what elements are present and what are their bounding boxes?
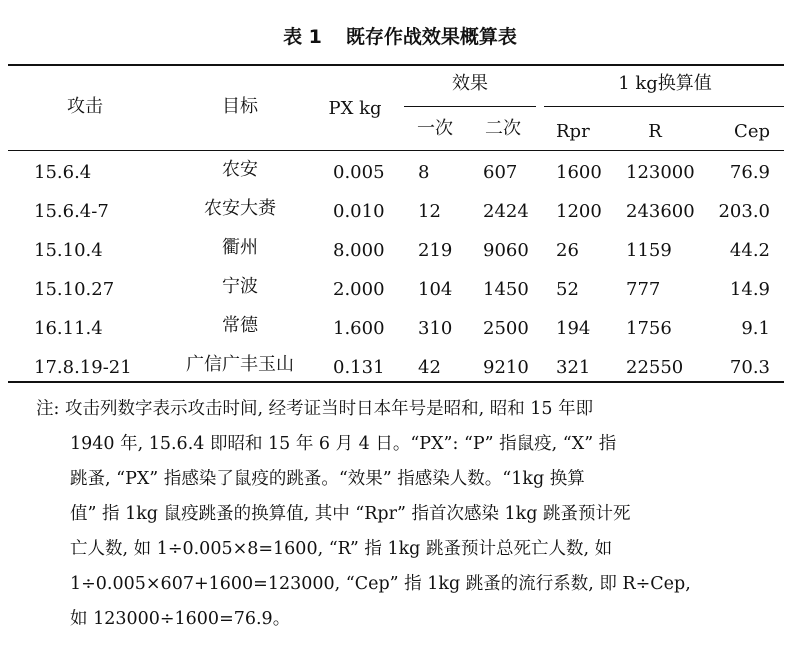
cell-effect-first: 219 bbox=[418, 240, 453, 261]
cell-cep: 44.2 bbox=[729, 240, 770, 261]
cell-target: 宁波 bbox=[222, 276, 258, 297]
table-title bbox=[0, 22, 800, 49]
cell-target: 广信广丰玉山 bbox=[186, 354, 294, 375]
cell-rpr: 1600 bbox=[556, 162, 602, 183]
cell-rpr: 52 bbox=[556, 279, 579, 300]
cell-effect-second: 607 bbox=[483, 162, 518, 183]
cell-effect-second: 9060 bbox=[483, 240, 529, 261]
cell-rpr: 1200 bbox=[556, 201, 602, 222]
effect-subrule bbox=[404, 106, 536, 107]
cell-target: 常德 bbox=[222, 315, 258, 336]
cell-px: 0.005 bbox=[333, 162, 385, 183]
cell-attack: 15.10.4 bbox=[34, 240, 103, 261]
cell-px: 1.600 bbox=[333, 318, 385, 339]
cell-r: 777 bbox=[626, 279, 661, 300]
cell-effect-second: 1450 bbox=[483, 279, 529, 300]
cell-attack: 15.6.4-7 bbox=[34, 201, 109, 222]
table-title-text: 既存作战效果概算表 bbox=[345, 26, 517, 48]
cell-cep: 203.0 bbox=[718, 201, 770, 222]
conversion-subrule bbox=[544, 106, 784, 107]
cell-r: 1159 bbox=[626, 240, 672, 261]
cell-attack: 16.11.4 bbox=[34, 318, 103, 339]
cell-target: 农安 bbox=[222, 159, 258, 180]
cell-target: 农安大赉 bbox=[204, 198, 276, 219]
cell-target: 衢州 bbox=[222, 237, 258, 258]
table-note bbox=[36, 392, 782, 637]
cell-rpr: 194 bbox=[556, 318, 591, 339]
cell-effect-second: 2500 bbox=[483, 318, 529, 339]
note-line: 注: 攻击列数字表示攻击时间, 经考证当时日本年号是昭和, 昭和 15 年即 bbox=[36, 399, 594, 419]
cell-effect-first: 42 bbox=[418, 357, 441, 378]
cell-px: 0.131 bbox=[333, 357, 385, 378]
header-conversion: 1 kg换算值 bbox=[618, 73, 712, 94]
note-line: 值” 指 1kg 鼠疫跳蚤的换算值, 其中 “Rpr” 指首次感染 1kg 跳蚤预计死 bbox=[70, 504, 631, 524]
header-effect: 效果 bbox=[452, 73, 488, 94]
cell-attack: 17.8.19-21 bbox=[34, 357, 132, 378]
header-r: R bbox=[648, 121, 662, 142]
header-effect-first: 一次 bbox=[417, 118, 453, 139]
header-target: 目标 bbox=[222, 96, 258, 117]
note-line: 1÷0.005×607+1600=123000, “Cep” 指 1kg 跳蚤的流行系数, 即 R÷Cep, bbox=[70, 574, 691, 594]
cell-cep: 14.9 bbox=[729, 279, 770, 300]
header-attack: 攻击 bbox=[67, 96, 103, 117]
cell-cep: 9.1 bbox=[741, 318, 770, 339]
header-rpr: Rpr bbox=[556, 121, 590, 142]
cell-effect-first: 310 bbox=[418, 318, 453, 339]
note-line: 亡人数, 如 1÷0.005×8=1600, “R” 指 1kg 跳蚤预计总死亡人数, 如 bbox=[70, 539, 613, 559]
cell-attack: 15.6.4 bbox=[34, 162, 92, 183]
cell-cep: 76.9 bbox=[729, 162, 770, 183]
cell-px: 8.000 bbox=[333, 240, 385, 261]
top-rule bbox=[8, 64, 784, 66]
header-cep: Cep bbox=[734, 121, 770, 142]
cell-px: 2.000 bbox=[333, 279, 385, 300]
cell-rpr: 321 bbox=[556, 357, 591, 378]
cell-r: 123000 bbox=[626, 162, 695, 183]
cell-effect-second: 9210 bbox=[483, 357, 529, 378]
cell-cep: 70.3 bbox=[729, 357, 770, 378]
cell-r: 22550 bbox=[626, 357, 684, 378]
header-px: PX kg bbox=[328, 98, 382, 119]
cell-rpr: 26 bbox=[556, 240, 579, 261]
cell-px: 0.010 bbox=[333, 201, 385, 222]
bottom-rule bbox=[8, 381, 784, 383]
note-line: 跳蚤, “PX” 指感染了鼠疫的跳蚤。“效果” 指感染人数。“1kg 换算 bbox=[70, 469, 585, 489]
note-line: 1940 年, 15.6.4 即昭和 15 年 6 月 4 日。“PX”: “P” 指鼠疫, “X” 指 bbox=[70, 434, 617, 454]
cell-attack: 15.10.27 bbox=[34, 279, 115, 300]
header-rule bbox=[8, 150, 784, 151]
table-number: 表 1 bbox=[283, 26, 322, 48]
header-effect-second: 二次 bbox=[485, 118, 521, 139]
cell-r: 1756 bbox=[626, 318, 672, 339]
note-line: 如 123000÷1600=76.9。 bbox=[70, 609, 291, 629]
cell-effect-first: 8 bbox=[418, 162, 430, 183]
cell-effect-first: 12 bbox=[418, 201, 441, 222]
cell-effect-first: 104 bbox=[418, 279, 453, 300]
cell-effect-second: 2424 bbox=[483, 201, 529, 222]
cell-r: 243600 bbox=[626, 201, 695, 222]
